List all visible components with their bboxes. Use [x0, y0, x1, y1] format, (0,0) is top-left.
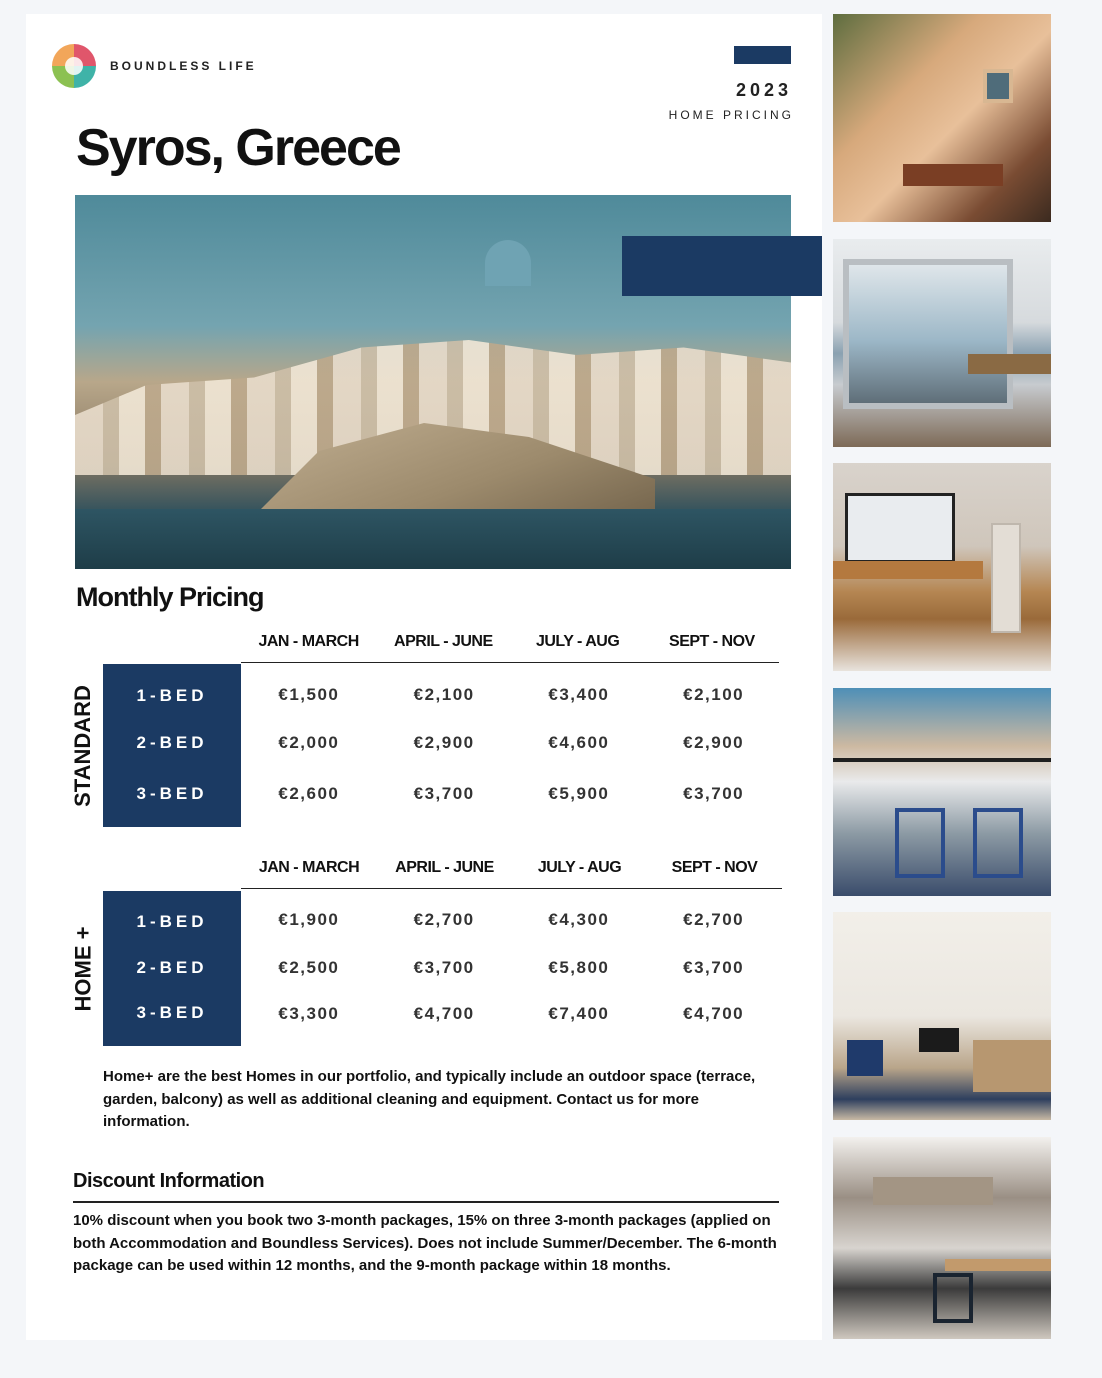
column-header: JULY - AUG: [535, 633, 620, 650]
bed-label: 2-BED: [136, 958, 208, 977]
home-plus-note: Home+ are the best Homes in our portfolio, and typically include an outdoor space (terrace, garden, balcony) as well as additional cleaning and equipment. Contact us for more information.: [103, 1068, 756, 1130]
table-row: [241, 910, 781, 930]
table-row: [241, 1004, 781, 1024]
price-cell: €2,000: [278, 733, 340, 752]
price-cell: €2,700: [683, 910, 745, 929]
photo-chair: [973, 808, 1023, 878]
column-header: SEPT - NOV: [671, 859, 758, 876]
photo-living-balcony-door: [833, 239, 1051, 447]
price-cell: €4,700: [413, 1004, 475, 1023]
column-header: JAN - MARCH: [258, 859, 360, 876]
price-cell: €2,100: [683, 685, 745, 704]
standard-bed-column: [103, 664, 241, 827]
home-plus-bed-column: [103, 891, 241, 1046]
photo-mirror: [845, 493, 955, 563]
table-row: [241, 685, 781, 705]
photo-cabinets: [873, 1177, 993, 1205]
photo-terrace: [833, 14, 1051, 222]
photo-railing: [833, 758, 1051, 762]
column-header: JAN - MARCH: [258, 633, 359, 650]
photo-bathroom: [833, 463, 1051, 671]
table-row: [241, 958, 781, 978]
photo-sofa: [973, 1040, 1051, 1092]
photo-armchair: [847, 1040, 883, 1076]
bed-label: 3-BED: [136, 784, 208, 803]
discount-title: Discount Information: [73, 1170, 265, 1192]
brand-name: BOUNDLESS LIFE: [110, 59, 257, 73]
table-row: [241, 733, 781, 753]
column-header: APRIL - JUNE: [394, 633, 493, 650]
photo-living-room: [833, 912, 1051, 1120]
price-cell: €3,300: [278, 1004, 340, 1023]
photo-desk: [968, 354, 1051, 374]
discount-text: 10% discount when you book two 3-month packages, 15% on three 3-month packages (applied on both Accommodation and Boundless Services). Does not include Summer/December. The 6-month package can be used within 12 months, and the 9-month package within 18 months.: [73, 1212, 777, 1274]
standard-label-text: STANDARD: [70, 684, 95, 807]
year-label: 2023: [735, 80, 792, 100]
photo-table: [903, 164, 1003, 186]
price-cell: €2,900: [413, 733, 475, 752]
home-plus-label: [66, 891, 100, 1046]
price-cell: €3,700: [683, 784, 745, 803]
price-cell: €1,900: [278, 910, 340, 929]
price-cell: €3,700: [413, 784, 475, 803]
photo-dining-table: [945, 1259, 1051, 1271]
hero-sea: [75, 509, 791, 569]
price-cell: €4,700: [683, 1004, 745, 1023]
photo-chair: [895, 808, 945, 878]
bed-label: 1-BED: [136, 686, 208, 705]
home-plus-pricing-table: [66, 859, 782, 1046]
hero-church-dome: [485, 240, 531, 286]
photo-vanity: [833, 561, 983, 579]
price-cell: €7,400: [548, 1004, 610, 1023]
price-cell: €3,400: [548, 685, 610, 704]
table-row: [241, 784, 781, 804]
home-plus-label-text: HOME +: [70, 926, 95, 1011]
photo-tv: [919, 1028, 959, 1052]
price-cell: €2,900: [683, 733, 745, 752]
price-cell: €2,600: [278, 784, 340, 803]
photo-kitchen: [833, 1137, 1051, 1339]
standard-column-headers: [241, 633, 779, 663]
column-header: APRIL - JUNE: [395, 859, 494, 876]
page-title: Syros, Greece: [76, 119, 400, 177]
leaf-logo-icon: [52, 44, 96, 88]
column-header: SEPT - NOV: [669, 633, 755, 650]
photo-window: [983, 69, 1013, 103]
photo-floor-mirror: [991, 523, 1021, 633]
photo-door: [843, 259, 1013, 409]
monthly-pricing-title: Monthly Pricing: [76, 582, 264, 612]
photo-chair: [933, 1273, 973, 1323]
price-cell: €5,800: [548, 958, 610, 977]
bed-label: 1-BED: [136, 912, 208, 931]
photo-balcony-view: [833, 688, 1051, 896]
accent-block: [622, 236, 822, 296]
price-cell: €2,100: [413, 685, 475, 704]
home-plus-column-headers: [241, 859, 782, 889]
year-accent-bar: [734, 46, 791, 64]
price-cell: €3,700: [413, 958, 475, 977]
price-cell: €5,900: [548, 784, 610, 803]
home-pricing-label: HOME PRICING: [668, 108, 794, 122]
column-header: JULY - AUG: [537, 859, 622, 876]
price-cell: €1,500: [278, 685, 340, 704]
price-cell: €2,500: [278, 958, 340, 977]
price-cell: €4,600: [548, 733, 610, 752]
bed-label: 2-BED: [136, 733, 208, 752]
divider: [73, 1201, 779, 1203]
standard-label: [66, 664, 100, 827]
price-cell: €2,700: [413, 910, 475, 929]
price-cell: €4,300: [548, 910, 610, 929]
price-cell: €3,700: [683, 958, 745, 977]
brand: [52, 44, 257, 88]
standard-pricing-table: [66, 633, 782, 828]
bed-label: 3-BED: [136, 1003, 208, 1022]
